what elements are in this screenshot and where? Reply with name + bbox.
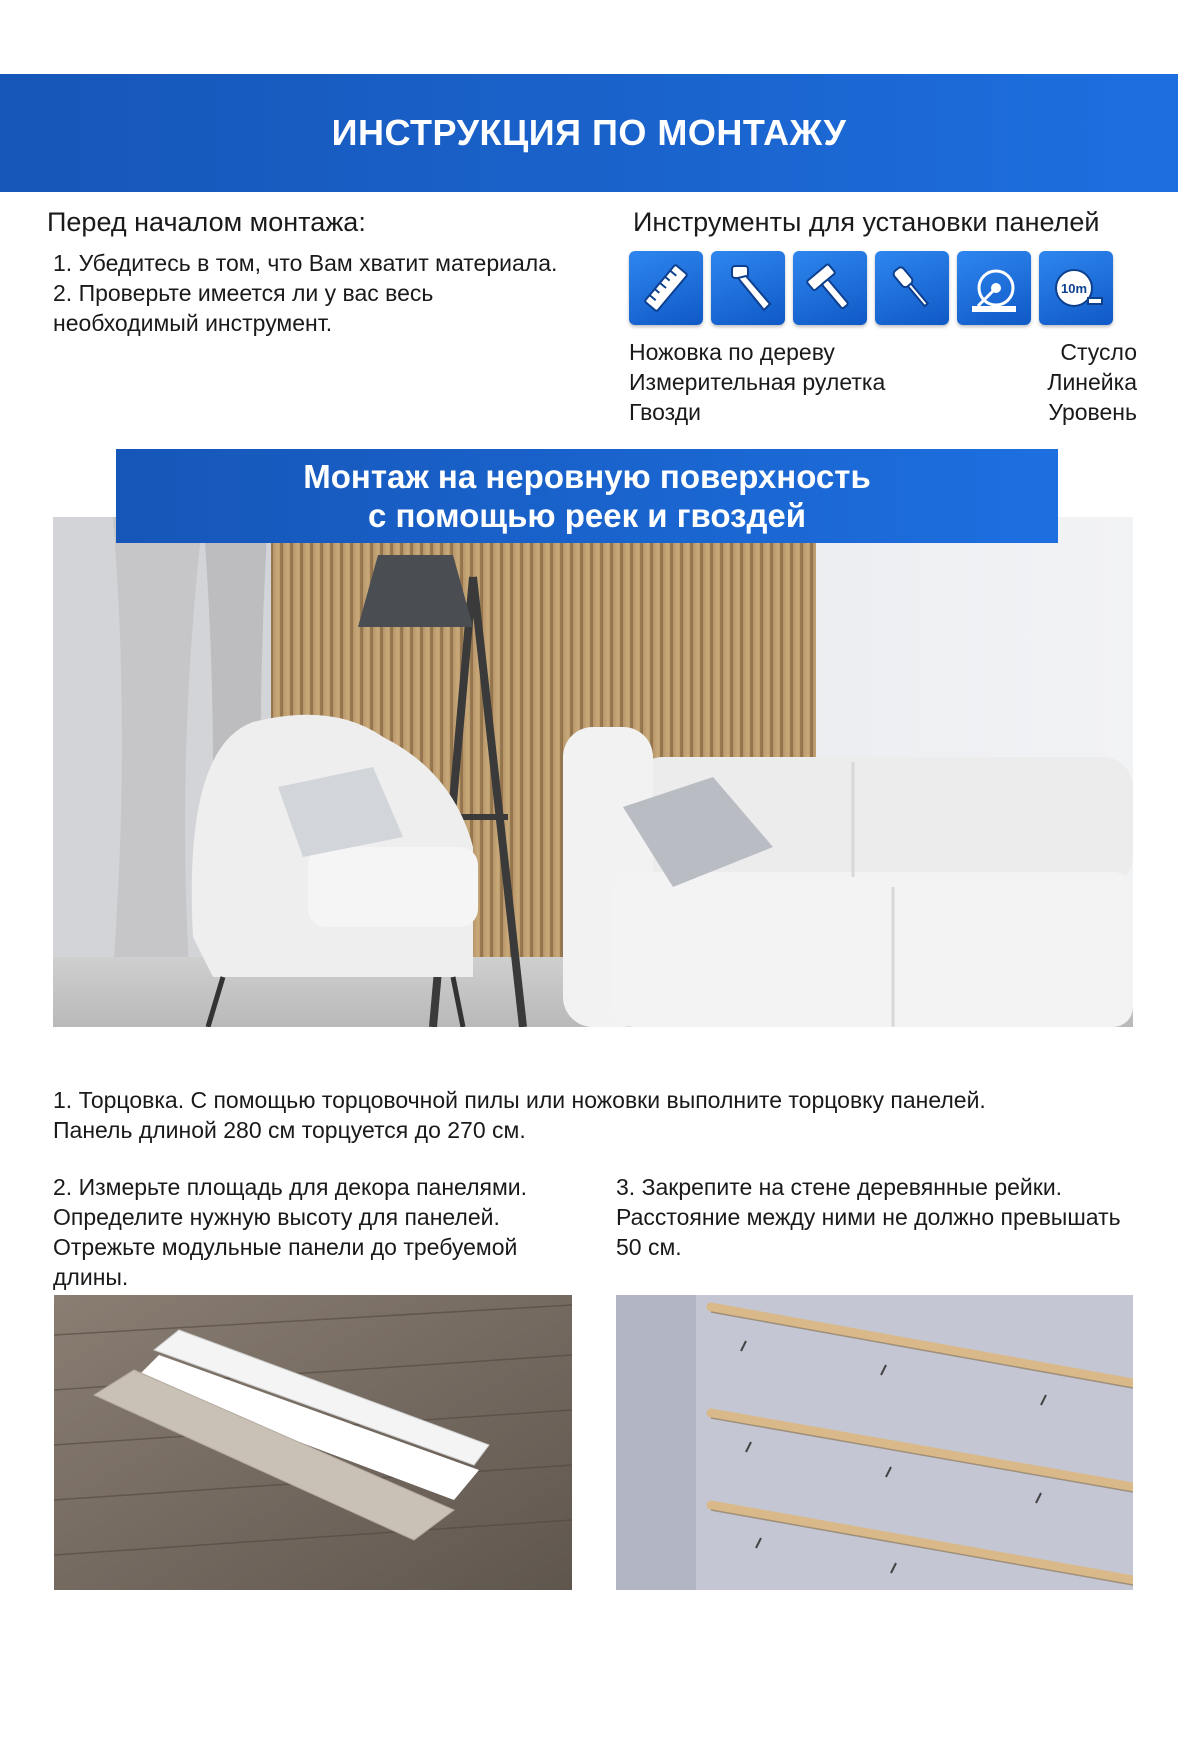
- before-line-3: необходимый инструмент.: [53, 310, 333, 336]
- step2-line-4: длины.: [53, 1264, 129, 1290]
- tools-list: [629, 337, 1137, 427]
- step2-text: [53, 1172, 593, 1292]
- step2-line-1: 2. Измерьте площадь для декора панелями.: [53, 1174, 528, 1200]
- before-line-2: 2. Проверьте имеется ли у вас весь: [53, 280, 434, 306]
- tape-label: 10m: [1060, 281, 1088, 296]
- header-banner: [0, 74, 1178, 192]
- step1-text: [53, 1085, 1153, 1145]
- step1-line-1: 1. Торцовка. С помощью торцовочной пилы или ножовки выполните торцовку панелей.: [53, 1087, 986, 1113]
- ruler-icon: [629, 251, 703, 325]
- section-line-2: с помощью реек и гвоздей: [367, 497, 807, 534]
- tools-heading: Инструменты для установки панелей: [633, 207, 1100, 237]
- before-list: [53, 248, 613, 338]
- tool-ruler-label: Линейка: [1047, 369, 1137, 395]
- tools-icons: [629, 251, 1113, 325]
- saw-icon: [711, 251, 785, 325]
- tool-nails-label: Гвозди: [629, 399, 701, 425]
- tool-tape-label: Измерительная рулетка: [629, 369, 886, 395]
- page-title: ИНСТРУКЦИЯ ПО МОНТАЖУ: [331, 112, 847, 153]
- step3-line-1: 3. Закрепите на стене деревянные рейки.: [616, 1174, 1063, 1200]
- hammer-icon: [793, 251, 867, 325]
- step3-line-2: Расстояние между ними не должно превышать: [616, 1204, 1121, 1230]
- step1-line-2: Панель длиной 280 см торцуется до 270 см.: [53, 1117, 526, 1143]
- room-photo: [53, 517, 1133, 1027]
- tool-miter-label: Стусло: [1060, 339, 1137, 365]
- before-heading: Перед началом монтажа:: [47, 207, 366, 237]
- section-banner: [116, 449, 1058, 543]
- step2-line-2: Определите нужную высоту для панелей.: [53, 1204, 500, 1230]
- tool-saw-label: Ножовка по дереву: [629, 339, 835, 365]
- step3-text: [616, 1172, 1176, 1262]
- battens-photo: [616, 1295, 1133, 1590]
- step3-line-3: 50 см.: [616, 1234, 682, 1260]
- before-line-1: 1. Убедитесь в том, что Вам хватит материала.: [53, 250, 558, 276]
- tape-measure-icon: [1039, 251, 1113, 325]
- section-line-1: Монтаж на неровную поверхность: [303, 458, 871, 495]
- panels-photo: [54, 1295, 572, 1590]
- step2-line-3: Отрежьте модульные панели до требуемой: [53, 1234, 518, 1260]
- screwdriver-icon: [875, 251, 949, 325]
- tool-level-label: Уровень: [1048, 399, 1137, 425]
- miter-box-icon: [957, 251, 1031, 325]
